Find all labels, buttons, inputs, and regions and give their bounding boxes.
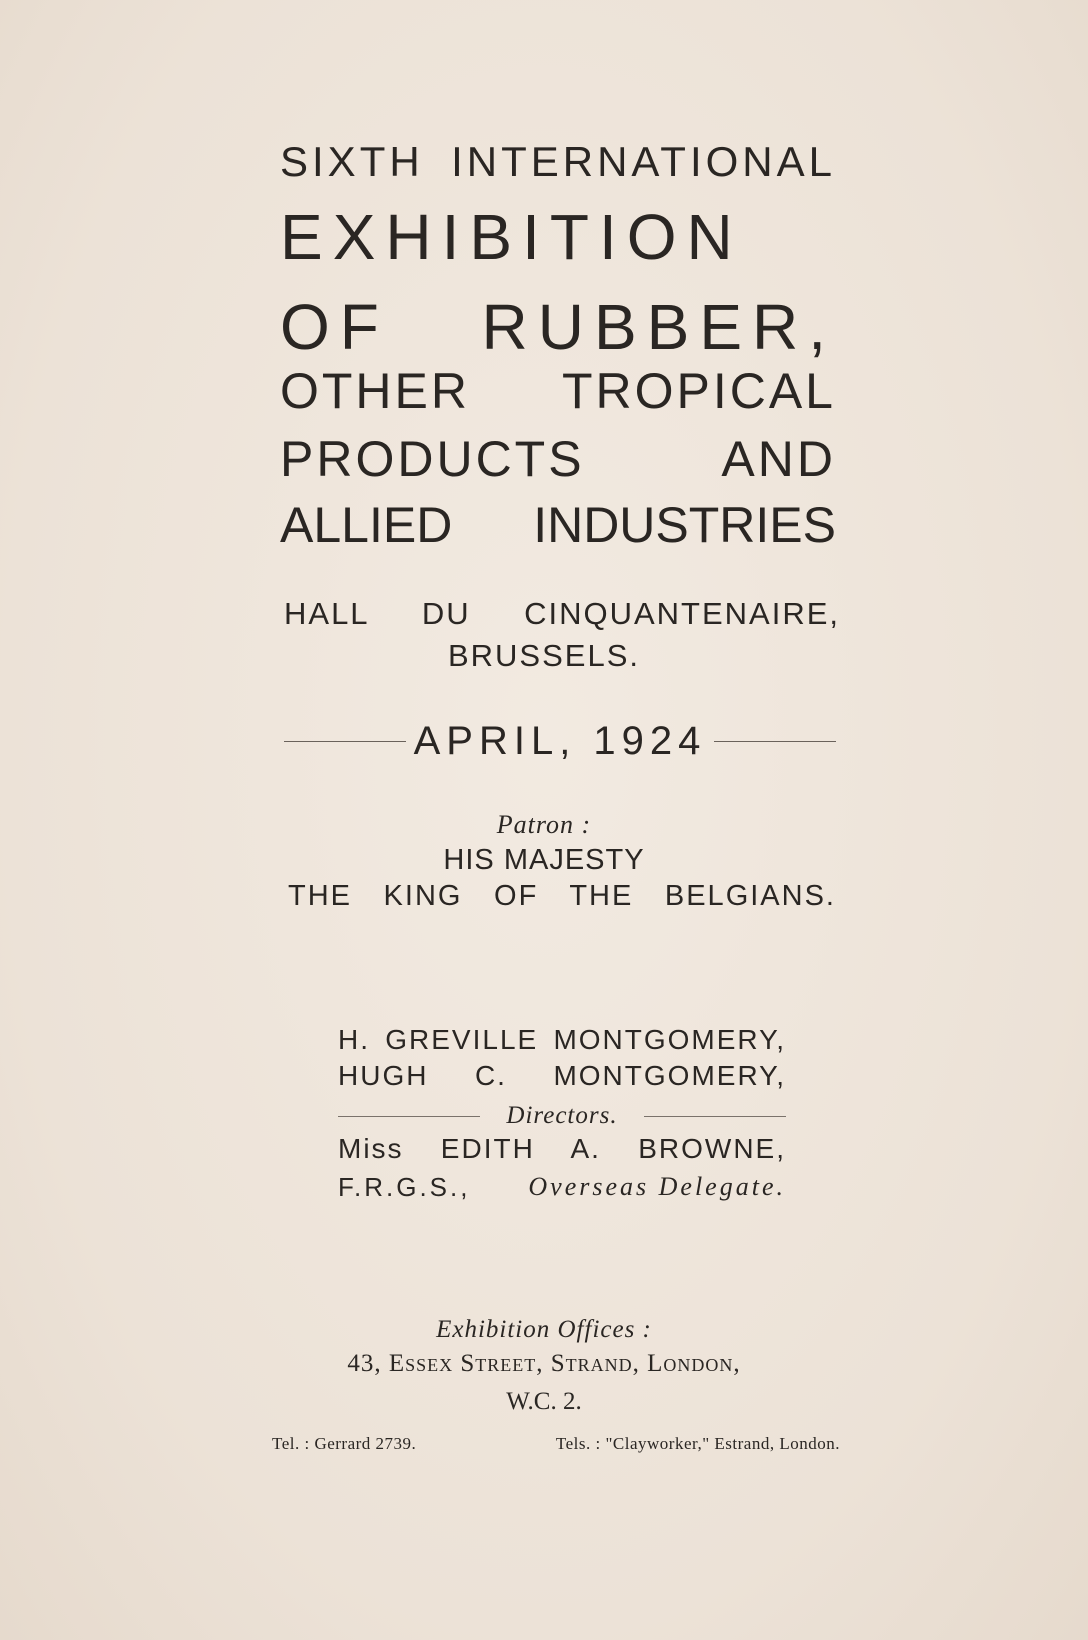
telephone-row <box>272 1434 840 1454</box>
delegate-line <box>338 1172 786 1203</box>
directors-rule-left <box>338 1116 480 1117</box>
telegraph-address: Tels. : "Clayworker," Estrand, London. <box>555 1434 840 1453</box>
delegate-credential: F.R.G.S., <box>338 1172 471 1202</box>
venue-line-2: BRUSSELS. <box>447 638 640 673</box>
offices-label: Exhibition Offices : <box>436 1316 652 1343</box>
title-line-1: SIXTH INTERNATIONAL <box>280 138 836 185</box>
title-line-4: OTHER TROPICAL <box>280 363 836 419</box>
date-row <box>284 716 836 766</box>
venue-line-1: HALL DU CINQUANTENAIRE, <box>284 596 840 631</box>
title-line-3: OF RUBBER, <box>280 291 836 363</box>
date-rule-right <box>714 741 836 742</box>
patron-label: Patron : <box>496 810 592 839</box>
directors-label: Directors. <box>506 1102 618 1129</box>
telephone-number: Tel. : Gerrard 2739. <box>272 1434 417 1453</box>
title-line-5: PRODUCTS AND <box>280 431 836 487</box>
title-line-2: EXHIBITION <box>280 201 743 273</box>
date-rule-left <box>284 741 406 742</box>
delegate-role: Overseas Delegate. <box>528 1172 786 1201</box>
offices-address-2: W.C. 2. <box>506 1388 582 1415</box>
director-name-1: H. GREVILLE MONTGOMERY, <box>338 1024 786 1055</box>
patron-line-1: HIS MAJESTY <box>443 844 645 876</box>
patron-line-2: THE KING OF THE BELGIANS. <box>288 880 836 912</box>
directors-label-row <box>338 1096 786 1136</box>
exhibition-date: APRIL, 1924 <box>413 718 707 763</box>
offices-address-1: 43, Essex Street, Strand, London, <box>347 1350 741 1377</box>
title-line-6: ALLIED INDUSTRIES <box>280 497 836 553</box>
director-name-2: HUGH C. MONTGOMERY, <box>338 1060 786 1091</box>
directors-rule-right <box>644 1116 786 1117</box>
delegate-name: Miss EDITH A. BROWNE, <box>338 1133 786 1164</box>
